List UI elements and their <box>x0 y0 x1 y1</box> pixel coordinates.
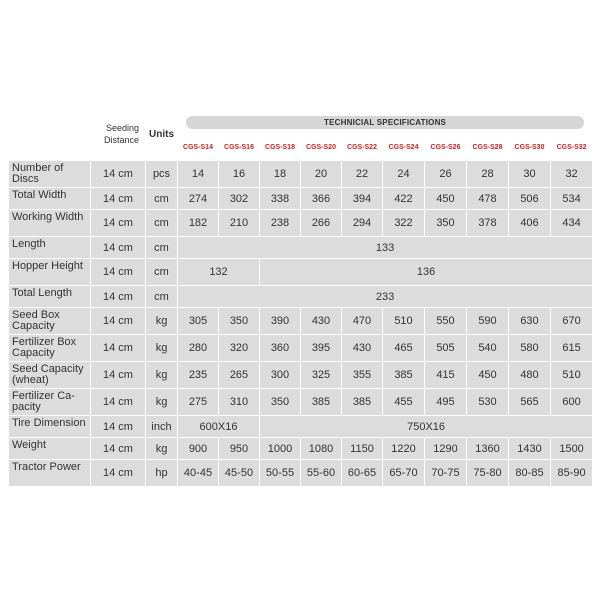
value-cell: 590 <box>467 308 509 335</box>
unit-cell: pcs <box>146 161 178 188</box>
unit-cell: kg <box>146 438 178 460</box>
value-cell: 238 <box>260 210 301 237</box>
value-cell: 510 <box>551 362 593 389</box>
model-header: CGS-S14 <box>178 135 219 161</box>
technical-specifications-banner <box>178 108 593 135</box>
value-cell: 305 <box>178 308 219 335</box>
value-cell: 350 <box>260 389 301 416</box>
value-cell: 20 <box>301 161 342 188</box>
value-cell: 455 <box>383 389 425 416</box>
unit-cell: kg <box>146 389 178 416</box>
value-cell: 495 <box>425 389 467 416</box>
corner-cell <box>9 108 91 161</box>
value-cell: 355 <box>342 362 383 389</box>
seeding-distance-cell: 14 cm <box>91 389 146 416</box>
row-label: Length <box>9 237 91 259</box>
model-header: CGS-S24 <box>383 135 425 161</box>
value-cell: 235 <box>178 362 219 389</box>
value-cell: 16 <box>219 161 260 188</box>
seeding-distance-cell: 14 cm <box>91 188 146 210</box>
value-cell-merged: 136 <box>260 259 593 286</box>
seeding-distance-cell: 14 cm <box>91 286 146 308</box>
model-header: CGS-S22 <box>342 135 383 161</box>
value-cell: 210 <box>219 210 260 237</box>
value-cell: 465 <box>383 335 425 362</box>
table-row <box>9 188 593 210</box>
value-cell: 40-45 <box>178 460 219 487</box>
value-cell: 28 <box>467 161 509 188</box>
seeding-distance-cell: 14 cm <box>91 460 146 487</box>
value-cell: 505 <box>425 335 467 362</box>
seeding-distance-cell: 14 cm <box>91 210 146 237</box>
model-header: CGS-S16 <box>219 135 260 161</box>
value-cell: 1500 <box>551 438 593 460</box>
value-cell-merged: 233 <box>178 286 593 308</box>
value-cell: 430 <box>301 308 342 335</box>
value-cell: 406 <box>509 210 551 237</box>
seeding-distance-cell: 14 cm <box>91 335 146 362</box>
value-cell: 950 <box>219 438 260 460</box>
value-cell: 385 <box>342 389 383 416</box>
unit-cell: cm <box>146 259 178 286</box>
model-header: CGS-S32 <box>551 135 593 161</box>
model-header: CGS-S28 <box>467 135 509 161</box>
value-cell: 430 <box>342 335 383 362</box>
value-cell: 65-70 <box>383 460 425 487</box>
value-cell: 534 <box>551 188 593 210</box>
value-cell: 18 <box>260 161 301 188</box>
value-cell: 378 <box>467 210 509 237</box>
seeding-distance-cell: 14 cm <box>91 438 146 460</box>
value-cell: 385 <box>301 389 342 416</box>
unit-cell: hp <box>146 460 178 487</box>
table-row <box>9 335 593 362</box>
value-cell: 300 <box>260 362 301 389</box>
row-label: Fertilizer Box Capacity <box>9 335 91 362</box>
value-cell: 394 <box>342 188 383 210</box>
value-cell: 280 <box>178 335 219 362</box>
value-cell: 338 <box>260 188 301 210</box>
technical-specifications-table <box>8 107 593 487</box>
units-header: Units <box>146 108 178 161</box>
value-cell: 302 <box>219 188 260 210</box>
value-cell: 390 <box>260 308 301 335</box>
seeding-distance-cell: 14 cm <box>91 308 146 335</box>
value-cell: 350 <box>219 308 260 335</box>
value-cell: 30 <box>509 161 551 188</box>
row-label: Seed Capacity (wheat) <box>9 362 91 389</box>
unit-cell: inch <box>146 416 178 438</box>
model-header: CGS-S18 <box>260 135 301 161</box>
value-cell: 395 <box>301 335 342 362</box>
value-cell: 1220 <box>383 438 425 460</box>
unit-cell: cm <box>146 237 178 259</box>
value-cell: 540 <box>467 335 509 362</box>
unit-cell: cm <box>146 286 178 308</box>
table-row <box>9 308 593 335</box>
value-cell: 80-85 <box>509 460 551 487</box>
unit-cell: kg <box>146 308 178 335</box>
seeding-distance-header: Seeding Distance <box>91 108 146 161</box>
value-cell: 350 <box>425 210 467 237</box>
value-cell: 55-60 <box>301 460 342 487</box>
value-cell-merged: 133 <box>178 237 593 259</box>
value-cell: 670 <box>551 308 593 335</box>
table-row <box>9 416 593 438</box>
banner-title: TECHNICIAL SPECIFICATIONS <box>186 116 584 129</box>
seeding-distance-cell: 14 cm <box>91 259 146 286</box>
row-label: Total Length <box>9 286 91 308</box>
value-cell: 510 <box>383 308 425 335</box>
value-cell: 530 <box>467 389 509 416</box>
value-cell: 900 <box>178 438 219 460</box>
value-cell: 366 <box>301 188 342 210</box>
table-row <box>9 210 593 237</box>
value-cell: 26 <box>425 161 467 188</box>
value-cell: 294 <box>342 210 383 237</box>
value-cell: 275 <box>178 389 219 416</box>
unit-cell: cm <box>146 210 178 237</box>
value-cell: 1430 <box>509 438 551 460</box>
value-cell: 22 <box>342 161 383 188</box>
model-header: CGS-S30 <box>509 135 551 161</box>
value-cell: 32 <box>551 161 593 188</box>
value-cell: 70-75 <box>425 460 467 487</box>
value-cell: 565 <box>509 389 551 416</box>
table-row <box>9 161 593 188</box>
unit-cell: kg <box>146 362 178 389</box>
value-cell: 85-90 <box>551 460 593 487</box>
row-label: Fertilizer Ca-pacity <box>9 389 91 416</box>
value-cell: 360 <box>260 335 301 362</box>
value-cell: 415 <box>425 362 467 389</box>
value-cell-merged: 600X16 <box>178 416 260 438</box>
row-label: Number of Discs <box>9 161 91 188</box>
table-row <box>9 286 593 308</box>
table-row <box>9 438 593 460</box>
value-cell: 450 <box>425 188 467 210</box>
value-cell: 506 <box>509 188 551 210</box>
seeding-distance-cell: 14 cm <box>91 362 146 389</box>
value-cell: 60-65 <box>342 460 383 487</box>
value-cell: 320 <box>219 335 260 362</box>
row-label: Working Width <box>9 210 91 237</box>
value-cell: 600 <box>551 389 593 416</box>
value-cell: 580 <box>509 335 551 362</box>
row-label: Weight <box>9 438 91 460</box>
row-label: Tractor Power <box>9 460 91 487</box>
value-cell: 24 <box>383 161 425 188</box>
table-row <box>9 389 593 416</box>
value-cell: 45-50 <box>219 460 260 487</box>
value-cell: 478 <box>467 188 509 210</box>
value-cell: 470 <box>342 308 383 335</box>
table-row <box>9 362 593 389</box>
unit-cell: kg <box>146 335 178 362</box>
value-cell: 14 <box>178 161 219 188</box>
value-cell: 274 <box>178 188 219 210</box>
value-cell-merged: 132 <box>178 259 260 286</box>
value-cell: 182 <box>178 210 219 237</box>
model-header: CGS-S20 <box>301 135 342 161</box>
value-cell: 1000 <box>260 438 301 460</box>
value-cell: 265 <box>219 362 260 389</box>
value-cell: 450 <box>467 362 509 389</box>
value-cell: 266 <box>301 210 342 237</box>
unit-cell: cm <box>146 188 178 210</box>
table-row <box>9 259 593 286</box>
value-cell: 322 <box>383 210 425 237</box>
value-cell: 434 <box>551 210 593 237</box>
value-cell: 75-80 <box>467 460 509 487</box>
seeding-distance-cell: 14 cm <box>91 161 146 188</box>
row-label: Hopper Height <box>9 259 91 286</box>
value-cell: 1360 <box>467 438 509 460</box>
seeding-distance-cell: 14 cm <box>91 416 146 438</box>
row-label: Total Width <box>9 188 91 210</box>
spec-table-container <box>8 107 592 488</box>
value-cell: 480 <box>509 362 551 389</box>
table-row <box>9 460 593 487</box>
value-cell: 385 <box>383 362 425 389</box>
value-cell: 550 <box>425 308 467 335</box>
row-label: Seed Box Capacity <box>9 308 91 335</box>
value-cell: 325 <box>301 362 342 389</box>
value-cell-merged: 750X16 <box>260 416 593 438</box>
value-cell: 615 <box>551 335 593 362</box>
row-label: Tire Dimension <box>9 416 91 438</box>
value-cell: 630 <box>509 308 551 335</box>
value-cell: 1150 <box>342 438 383 460</box>
value-cell: 310 <box>219 389 260 416</box>
seeding-distance-cell: 14 cm <box>91 237 146 259</box>
value-cell: 1290 <box>425 438 467 460</box>
model-header: CGS-S26 <box>425 135 467 161</box>
value-cell: 1080 <box>301 438 342 460</box>
value-cell: 422 <box>383 188 425 210</box>
table-row <box>9 237 593 259</box>
value-cell: 50-55 <box>260 460 301 487</box>
